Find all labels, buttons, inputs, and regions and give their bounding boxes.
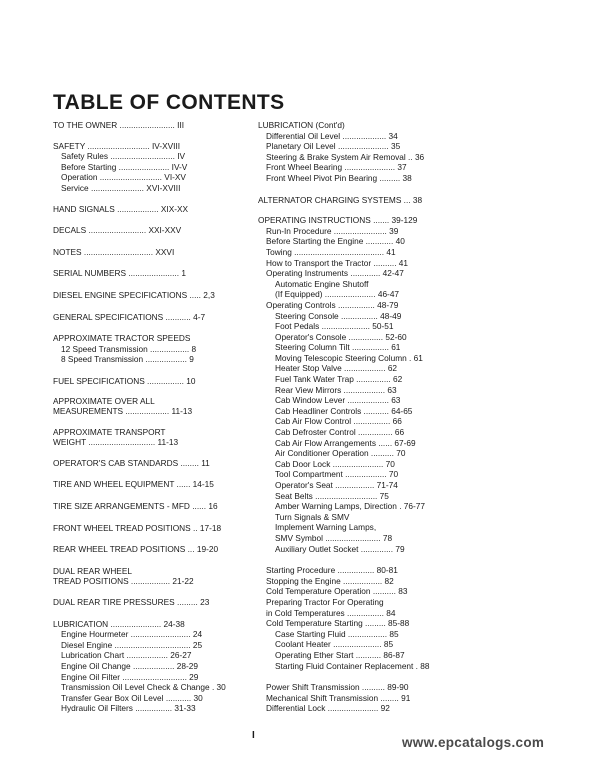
toc-entry[interactable]: Front Wheel Bearing ...................... 37 — [266, 162, 407, 173]
toc-entry[interactable]: APPROXIMATE TRACTOR SPEEDS — [53, 333, 191, 344]
toc-entry[interactable]: Power Shift Transmission .......... 89-90 — [266, 682, 409, 693]
toc-entry[interactable]: Operator's Console ............... 52-60 — [275, 331, 407, 342]
toc-entry[interactable]: Operating Ether Start ........... 86-87 — [275, 649, 405, 660]
toc-entry[interactable]: Towing ....................................... 41 — [266, 246, 396, 257]
toc-entry[interactable]: Service ....................... XVI-XVIII — [61, 182, 181, 193]
entry-spacer — [53, 608, 242, 619]
toc-entry[interactable]: Cold Temperature Starting ......... 85-88 — [266, 618, 410, 629]
toc-entry[interactable]: Engine Hourmeter .......................... 24 — [61, 629, 203, 640]
toc-entry[interactable]: Run-In Procedure ....................... 39 — [266, 225, 399, 236]
toc-entry[interactable]: Differential Oil Level ................... 34 — [266, 130, 398, 141]
toc-entry[interactable]: Differential Lock ...................... 92 — [266, 703, 390, 714]
entry-spacer — [53, 131, 242, 141]
entry-spacer — [53, 555, 242, 566]
toc-entry[interactable]: Cab Headliner Controls ........... 64-65 — [275, 405, 413, 416]
toc-entry[interactable]: Operating Instruments ............. 42-47 — [266, 268, 404, 279]
toc-entry[interactable]: Engine Oil Filter ............................ 29 — [61, 671, 199, 682]
toc-entry[interactable]: OPERATOR'S CAB STANDARDS ........ 11 — [53, 457, 210, 468]
toc-entry[interactable]: Moving Telescopic Steering Column . 61 — [275, 352, 423, 363]
toc-entry[interactable]: Steering Console ................ 48-49 — [275, 310, 402, 321]
entry-spacer — [53, 301, 242, 312]
toc-entry[interactable]: ALTERNATOR CHARGING SYSTEMS ... 38 — [258, 194, 423, 205]
toc-left-column — [53, 120, 242, 714]
toc-entry[interactable]: Fuel Tank Water Trap ............... 62 — [275, 374, 403, 385]
entry-spacer — [258, 184, 444, 195]
toc-entry[interactable]: Lubrication Chart .................. 26-27 — [61, 650, 192, 661]
toc-entry[interactable]: Cold Temperature Operation .......... 83 — [266, 586, 408, 597]
toc-entry[interactable]: Safety Rules ............................ IV — [61, 151, 186, 162]
watermark-url[interactable]: www.epcatalogs.com — [402, 735, 545, 750]
toc-entry[interactable]: Steering Column Tilt ................ 61 — [275, 342, 401, 353]
toc-entry[interactable]: 8 Speed Transmission .................. 9 — [61, 354, 194, 365]
toc-entry[interactable]: APPROXIMATE TRANSPORT — [53, 426, 166, 437]
entry-spacer — [53, 194, 242, 204]
toc-entry[interactable]: TIRE SIZE ARRANGEMENTS - MFD ...... 16 — [53, 501, 218, 512]
toc-entry[interactable]: FUEL SPECIFICATIONS ................ 10 — [53, 375, 196, 386]
entry-spacer — [53, 257, 242, 268]
toc-entry[interactable]: Starting Fluid Container Replacement . 88 — [275, 660, 430, 671]
toc-entry[interactable]: FRONT WHEEL TREAD POSITIONS .. 17-18 — [53, 522, 222, 533]
toc-entry[interactable]: Rear View Mirrors .................. 63 — [275, 384, 397, 395]
toc-entry[interactable]: 12 Speed Transmission ................. 8 — [61, 343, 197, 354]
toc-entry[interactable]: Amber Warning Lamps, Direction . 76-77 — [275, 501, 426, 512]
toc-entry[interactable]: Starting Procedure ................ 80-81 — [266, 565, 398, 576]
toc-entry[interactable]: Tool Compartment .................. 70 — [275, 469, 399, 480]
toc-entry[interactable]: Hydraulic Oil Filters ................ 31-33 — [61, 703, 196, 714]
toc-entry[interactable]: Cab Door Lock ...................... 70 — [275, 458, 395, 469]
toc-entry[interactable]: WEIGHT ............................. 11-13 — [53, 437, 179, 448]
toc-entry[interactable]: NOTES .............................. XXVI — [53, 246, 175, 257]
entry-spacer — [53, 214, 242, 225]
toc-entry[interactable]: REAR WHEEL TREAD POSITIONS ... 19-20 — [53, 544, 219, 555]
toc-entry[interactable]: Coolant Heater ..................... 85 — [275, 639, 394, 650]
toc-entry[interactable]: LUBRICATION (Cont'd) — [258, 120, 345, 130]
toc-entry[interactable]: GENERAL SPECIFICATIONS ........... 4-7 — [53, 311, 206, 322]
entry-spacer — [53, 587, 242, 597]
toc-entry[interactable]: DECALS ......................... XXI-XXV — [53, 225, 182, 236]
entry-spacer — [258, 554, 444, 565]
toc-entry[interactable]: Diesel Engine ................................. 25 — [61, 639, 203, 650]
entry-spacer — [53, 468, 242, 479]
toc-entry[interactable]: Seat Belts ........................... 75 — [275, 490, 389, 501]
toc-entry[interactable]: SMV Symbol ........................ 78 — [275, 532, 393, 543]
entry-spacer — [53, 533, 242, 544]
toc-entry[interactable]: MEASUREMENTS ................... 11-13 — [53, 406, 193, 417]
toc-entry[interactable]: Stopping the Engine ................. 82 — [266, 575, 394, 586]
toc-entry[interactable]: Engine Oil Change .................. 28-29 — [61, 661, 198, 671]
entry-spacer — [53, 322, 242, 333]
toc-entry[interactable]: SERIAL NUMBERS ...................... 1 — [53, 268, 186, 279]
toc-entry[interactable]: TIRE AND WHEEL EQUIPMENT ...... 14-15 — [53, 479, 214, 490]
toc-entry[interactable]: Foot Pedals ..................... 50-51 — [275, 321, 394, 332]
toc-entry[interactable]: Mechanical Shift Transmission ........ 91 — [266, 692, 411, 703]
toc-entry[interactable]: Turn Signals & SMV — [275, 511, 350, 522]
entry-spacer — [53, 448, 242, 458]
toc-entry[interactable]: Cab Air Flow Control ................ 66 — [275, 416, 402, 427]
toc-entry[interactable]: (If Equipped) ...................... 46-47 — [275, 289, 400, 300]
toc-entry[interactable]: Operating Controls ................ 48-79 — [266, 299, 399, 310]
toc-entry[interactable]: TO THE OWNER ........................ III — [53, 120, 185, 130]
entry-spacer — [53, 387, 242, 396]
toc-entry[interactable]: Before Starting ...................... IV-V — [61, 161, 188, 172]
toc-entry[interactable]: Preparing Tractor For Operating — [266, 596, 384, 607]
toc-entry[interactable]: Planetary Oil Level ...................... 35 — [266, 141, 401, 152]
toc-entry[interactable]: SAFETY ........................... IV-XVIII — [53, 140, 181, 151]
entry-spacer — [258, 205, 444, 215]
toc-entry[interactable]: Heater Stop Valve .................. 62 — [275, 363, 398, 374]
toc-entry[interactable]: Case Starting Fluid ................. 85 — [275, 628, 399, 639]
toc-right-column — [258, 120, 444, 714]
toc-entry[interactable]: OPERATING INSTRUCTIONS ....... 39-129 — [258, 215, 418, 226]
entry-spacer — [53, 236, 242, 247]
toc-entry[interactable]: TREAD POSITIONS ................. 21-22 — [53, 576, 194, 587]
toc-entry[interactable]: HAND SIGNALS .................. XIX-XX — [53, 203, 189, 214]
toc-entry[interactable]: Air Conditioner Operation .......... 70 — [275, 448, 406, 459]
toc-entry[interactable]: Auxiliary Outlet Socket .............. 79 — [275, 543, 405, 554]
toc-entry[interactable]: in Cold Temperatures ................ 84 — [266, 607, 396, 618]
toc-entry[interactable]: Cab Window Lever .................. 63 — [275, 395, 401, 406]
toc-entry[interactable]: Front Wheel Pivot Pin Bearing ......... 38 — [266, 172, 412, 183]
toc-entry[interactable]: Before Starting the Engine ............ 40 — [266, 236, 405, 247]
toc-entry[interactable]: Transfer Gear Box Oil Level ........... 30 — [61, 692, 203, 703]
page-title: TABLE OF CONTENTS — [53, 91, 285, 114]
entry-spacer — [53, 365, 242, 376]
entry-spacer — [258, 671, 444, 682]
toc-entry[interactable]: APPROXIMATE OVER ALL — [53, 395, 155, 406]
toc-entry[interactable]: Implement Warning Lamps, — [275, 522, 377, 533]
toc-entry[interactable]: Operation ........................... VI-XV — [61, 172, 186, 183]
toc-entry[interactable]: DUAL REAR WHEEL — [53, 565, 132, 576]
toc-entry[interactable]: LUBRICATION ...................... 24-38 — [53, 618, 185, 629]
toc-entry[interactable]: Cab Defroster Control ............... 66 — [275, 427, 405, 438]
page-number: I — [252, 730, 255, 741]
toc-entry[interactable]: DUAL REAR TIRE PRESSURES ......... 23 — [53, 597, 210, 608]
entry-spacer — [53, 417, 242, 427]
toc-entry[interactable]: How to Transport the Tractor .......... 41 — [266, 257, 409, 268]
entry-spacer — [53, 512, 242, 523]
toc-entry[interactable]: Steering & Brake System Air Removal .. 36 — [266, 151, 425, 162]
toc-entry[interactable]: Operator's Seat ................. 71-74 — [275, 480, 398, 490]
entry-spacer — [53, 490, 242, 501]
toc-entry[interactable]: DIESEL ENGINE SPECIFICATIONS ..... 2,3 — [53, 289, 215, 300]
entry-spacer — [53, 279, 242, 290]
toc-entry[interactable]: Cab Air Flow Arrangements ...... 67-69 — [275, 437, 416, 448]
toc-entry[interactable]: Automatic Engine Shutoff — [275, 278, 369, 289]
toc-entry[interactable]: Transmission Oil Level Check & Change . 30 — [61, 682, 226, 693]
